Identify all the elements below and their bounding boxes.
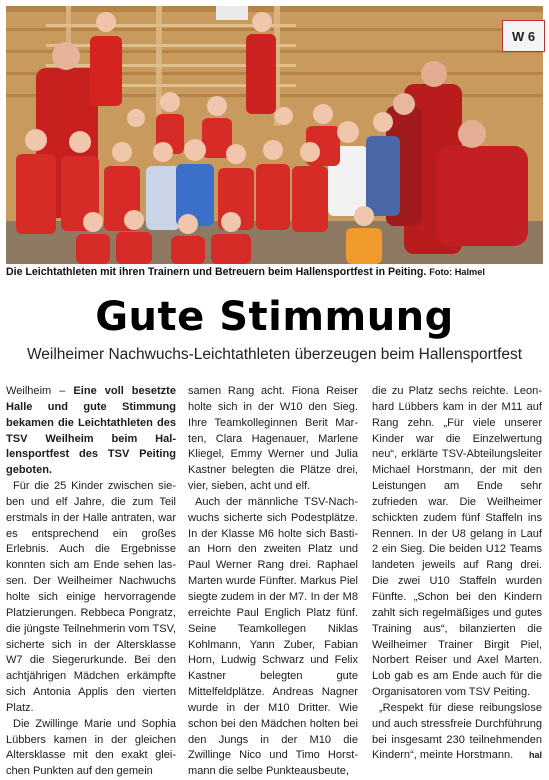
photo-caption (6, 266, 543, 278)
closing-quote: „Respekt für diese reibungslose und auch stressfreie Durchführung bei insgesamt 230 teilnehmenden Kindern“, meinte Horstmann. (372, 701, 542, 762)
team-photo-image (6, 6, 543, 264)
paragraph-2-continued: samen Rang acht. Fiona Reiser holte sich in der W10 den Sieg. Ihre Teamkolleginnen Berit Marten, Clara Hagenauer, Marlene Kliegel, Emmy Werner und Julia Kastner belegten die Plätze drei, vier, sieben, acht und elf. (188, 385, 358, 493)
headline: Gute Stimmung (95, 294, 454, 340)
paragraph-2: Die Zwillinge Marie und Sophia Lübbers kamen in der gleichen Altersklasse mit den exakt gleichen Punkten auf den gemein (6, 717, 176, 778)
photo-credit: Foto: Halmel (429, 267, 485, 277)
dateline: Weilheim – (6, 385, 66, 397)
hall-sign: W 6 (502, 20, 545, 52)
article-column-1 (6, 384, 176, 778)
caption-text: Die Leichtathleten mit ihren Trainern und Betreuern beim Hallensportfest in Peiting. (6, 266, 427, 278)
article-column-2 (188, 384, 358, 778)
team-photo (6, 6, 543, 264)
subheadline: Weilheimer Nachwuchs-Leichtathleten überzeugen beim Hallensportfest (26, 346, 523, 363)
paragraph-1: Für die 25 Kinder zwischen sieben und elf Jahre, die zum Teil erstmals in der Halle antraten, war es entsprechend ein großes Erlebnis. Auch die Ergebnisse konnten sich am Ende sehen lassen. Der Weilheimer Nachwuchs holte sich einige hervorragende Platzierungen. Rebbeca Pongratz, die jüngste Teilnehmerin vom TSV, sicherte sich in der Altersklasse W7 die Siegerurkunde. Bei den achtjährigen Mädchen erkämpfte sich Antonia Applis den vierten Platz. (6, 480, 176, 714)
paragraph-3-continued: die zu Platz sechs reichte. Leonhard Lübbers kam in der M11 auf Rang zehn. „Für viele unserer Kinder war die Einzelwertung neu“, erklärte TSV-Abteilungsleiter Michael Horstmann, der mit den Leistungen am Ende sehr zufrieden war. Die Weilheimer schickten zudem fünf Staffeln ins Rennen. In der U8 gelang in Lauf 2 ein Sieg. Die beiden U12 Teams landeten jeweils auf Rang drei. Die zwei U10 Staffeln wurden Fünfte. „Schon bei den Kindern zahlt sich regelmäßiges und gutes Training aus“, bilanzierten die Weilheimer Trainer Birgit Piel, Norbert Reiser und Axel Marten. Lob gab es am Ende auch für die Organisatoren vom TSV Peiting. (372, 385, 542, 699)
article-column-3 (372, 384, 542, 762)
lead-text: Eine voll besetzte Halle und gute Stimmung bekamen die Leichtathleten des TSV Weilheim beim Hallensportfest des TSV Peiting geboten. (6, 385, 176, 477)
author-initials: hal (528, 750, 542, 761)
paragraph-4 (372, 701, 542, 764)
lead-paragraph (6, 384, 176, 479)
paragraph-3: Auch der männliche TSV-Nachwuchs sicherte sich Podestplätze. In der Klasse M6 holte sich Bastian Horn den zweiten Platz und Paul Werner Rang drei. Raphael Marten wurde Fünfter. Markus Piel siegte zudem in der M7. In der M8 erreichte Paul Englich Platz fünf. Seine Teamkollegen Niklas Kohlmann, Yann Zuber, Fabian Horn, Ludwig Schwarz und Felix Kastner belegten gute Mittelfeldplätze. Andreas Nagner wurde in der M10 Dritter. Wie schon bei den Mädchen holten bei den Jungs in der M10 die Zwillinge Nico und Timo Horstmann die selbe Punkteausbeute, (188, 495, 358, 778)
